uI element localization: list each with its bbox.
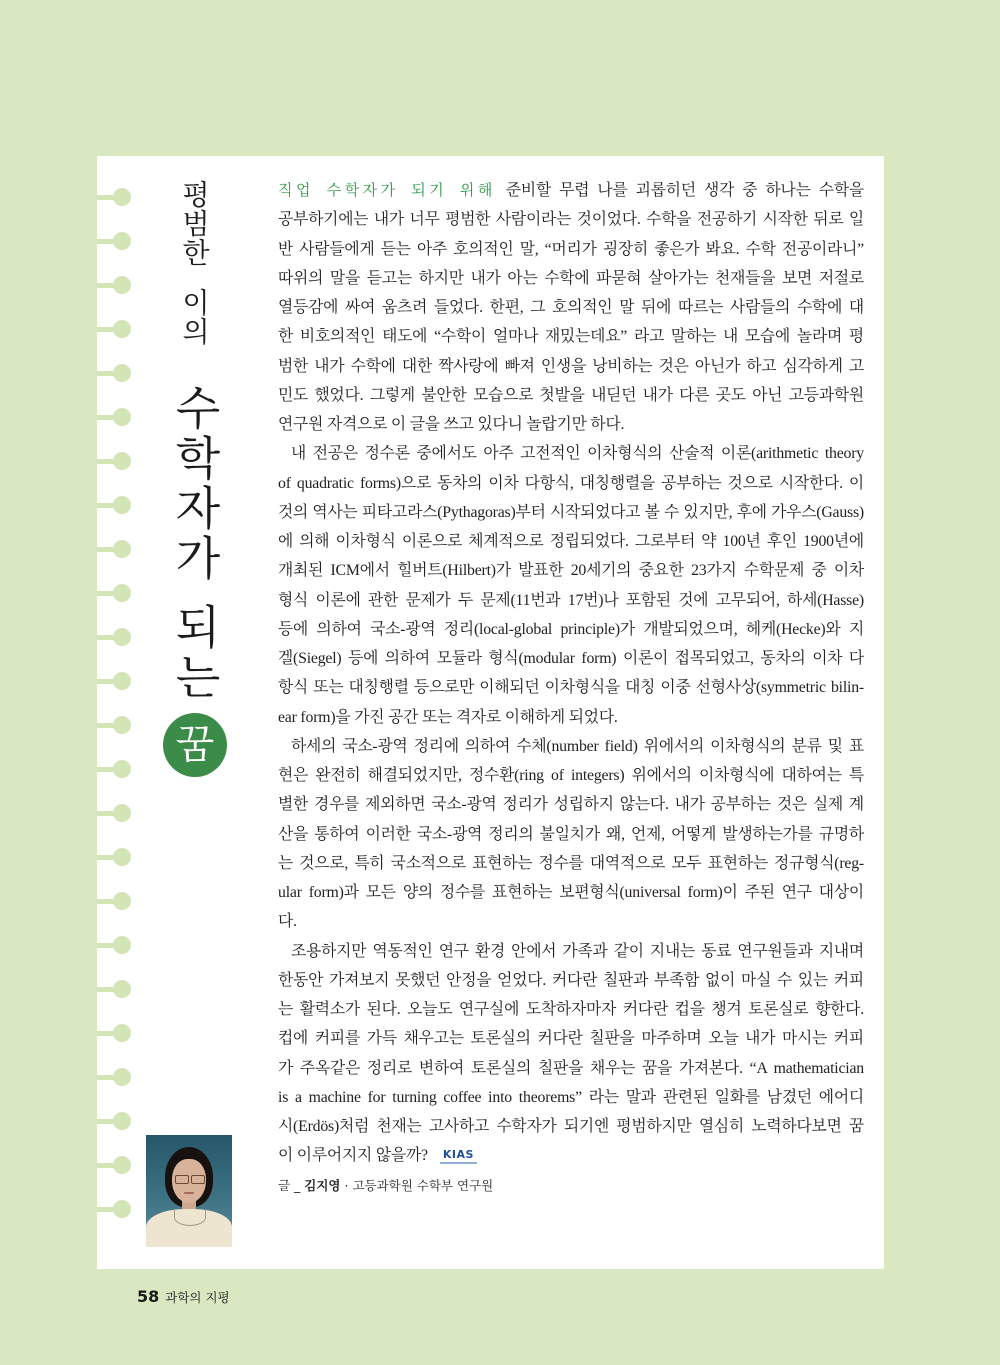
text-line: 시(Erdös)처럼 천재는 고사하고 수학자가 되기엔 평범하지만 열심히 노력하다보면 꿈 — [278, 1118, 864, 1135]
title-emblem-dream — [163, 713, 227, 777]
paragraph — [278, 439, 864, 732]
binding-ring — [97, 804, 131, 822]
page-footer — [137, 1287, 230, 1306]
portrait-mouth — [184, 1192, 194, 1194]
text-line: 범한 내가 수학에 대한 짝사랑에 빠져 인생을 낭비하는 것은 아닌가 하고 심각하게 고 — [278, 357, 864, 375]
binding-ring — [97, 628, 131, 646]
text-line: 내 전공은 정수론 중에서도 아주 고전적인 이차형식의 산술적 이론(arithmetic theory — [291, 445, 864, 463]
article-body — [278, 176, 864, 1200]
binding-ring — [97, 980, 131, 998]
binding-ring — [97, 716, 131, 734]
binding-ring — [97, 1024, 131, 1042]
binding-ring — [97, 232, 131, 250]
paragraph — [278, 937, 864, 1171]
binding-ring — [97, 452, 131, 470]
binding-ring — [97, 1156, 131, 1174]
text-line — [278, 1141, 864, 1170]
binding-ring — [97, 496, 131, 514]
text-line: 등에 의하여 국소-광역 정리(local-global principle)가 개발되었으며, 헤케(Hecke)와 지 — [278, 620, 864, 638]
portrait-collar — [174, 1209, 206, 1226]
text-line: 에 의해 이차형식 이론으로 체계적으로 정립되었다. 그로부터 약 100년 후인 1900년에 — [278, 533, 864, 550]
byline-prefix: 글 _ — [278, 1177, 305, 1193]
binding-ring — [97, 760, 131, 778]
text-line: 공부하기에는 내가 너무 평범한 사람이라는 것이었다. 수학을 전공하기 시작한 뒤로 일 — [278, 211, 864, 229]
portrait-glasses-left — [175, 1175, 189, 1184]
text-line: 한동안 가져보지 못했던 안정을 얻었다. 커다란 칠판과 부족함 없이 마실 수 있는 커피 — [278, 971, 864, 989]
byline-separator: · — [340, 1177, 353, 1193]
text-line: ear form)을 가진 공간 또는 격자로 이해하게 되었다. — [278, 708, 618, 726]
text-line: 연구원 자격으로 이 글을 쓰고 있다니 놀랍기만 하다. — [278, 416, 625, 433]
binding-ring — [97, 672, 131, 690]
portrait-glasses-right — [191, 1175, 205, 1184]
binding-ring — [97, 364, 131, 382]
binding-ring — [97, 276, 131, 294]
text-line: 열등감에 싸여 움츠려 들었다. 한편, 그 호의적인 말 뒤에 따르는 사람들의 수학에 대 — [278, 299, 864, 316]
binding-ring — [97, 1200, 131, 1218]
byline-author: 김지영 — [304, 1177, 341, 1193]
text-line: is a machine for turning coffee into theorems” 라는 말과 관련된 일화를 남겼던 에어디 — [278, 1088, 864, 1106]
text-line: 것의 역사는 피타고라스(Pythagoras)부터 시작되었다고 볼 수 있지만, 후에 가우스(Gauss) — [278, 503, 864, 521]
text-line: 현은 완전히 해결되었지만, 정수환(ring of integers) 위에서의 이차형식에 대하여는 특 — [278, 767, 864, 784]
lead-heading: 직업 수학자가 되기 위해 — [278, 181, 496, 199]
closing-line-text: 이 이루어지지 않을까? — [278, 1147, 428, 1165]
binding-ring — [97, 848, 131, 866]
text-line: 형식 이론에 관한 문제가 두 문제(11번과 17번)나 포함된 것에 고무되어, 하세(Hasse) — [278, 591, 864, 609]
byline-affiliation: 고등과학원 수학부 연구원 — [352, 1177, 494, 1193]
binding-ring — [97, 1112, 131, 1130]
title-word-person: 이의 — [178, 288, 211, 346]
binding-ring — [97, 540, 131, 558]
text-line: 다. — [278, 913, 297, 931]
text-line: 컵에 커피를 가득 채우고는 토론실의 커다란 칠판을 마주하며 오늘 내가 마시는 커피 — [278, 1030, 864, 1048]
binding-ring — [97, 1068, 131, 1086]
paragraph — [278, 732, 864, 937]
text-line — [278, 176, 864, 205]
binding-ring — [97, 408, 131, 426]
text-line: of quadratic forms)으로 동차의 이차 다항식, 대칭행렬을 공부하는 것으로 시작한다. 이 — [278, 474, 864, 492]
text-line: 반 사람들에게 듣는 아주 호의적인 말, “머리가 굉장히 좋은가 봐요. 수학 전공이라니” — [278, 240, 864, 258]
text-line: 개최된 ICM에서 힐버트(Hilbert)가 발표한 20세기의 중요한 23가지 수학문제 중 이차 — [278, 562, 864, 580]
binding-ring — [97, 584, 131, 602]
title-word-becoming: 되는 — [168, 603, 222, 703]
text-line: 가 주옥같은 정리로 변하여 토론실의 칠판을 채우는 꿈을 가져본다. “A mathematician — [278, 1059, 864, 1077]
title-word-mathematician: 수학자가 — [168, 384, 222, 584]
kias-logo-icon: KIAS — [440, 1148, 477, 1164]
text-line: 민도 했었다. 그렇게 불안한 모습으로 첫발을 내딛던 내가 다른 곳도 아닌 고등과학원 — [278, 386, 864, 404]
binding-ring — [97, 188, 131, 206]
author-photo — [146, 1135, 232, 1247]
lead-line-text: 준비할 무렵 나를 괴롭히던 생각 중 하나는 수학을 — [505, 182, 864, 199]
text-line: 항식 또는 대칭행렬 등으로만 이해되던 이차형식을 대칭 이중 선형사상(symmetric bilin- — [278, 679, 864, 697]
text-line: 산을 통하여 이러한 국소-광역 정리의 불일치가 왜, 언제, 어떻게 발생하는가를 규명하 — [278, 825, 864, 843]
text-line: 별한 경우를 제외하면 국소-광역 정리가 성립하지 않는다. 내가 공부하는 것은 실제 계 — [278, 796, 864, 814]
paragraph — [278, 176, 864, 439]
text-line: ular form)과 모든 양의 정수를 표현하는 보편형식(universal form)이 주된 연구 대상이 — [278, 884, 864, 901]
byline — [278, 1171, 864, 1200]
title-word-ordinary: 평범한 — [178, 180, 211, 267]
text-line: 조용하지만 역동적인 연구 환경 안에서 가족과 같이 지내는 동료 연구원들과 지내며 — [291, 942, 864, 960]
text-line: 따위의 말을 듣고는 하지만 내가 아는 수학에 파묻혀 살아가는 천재들을 보면 저절로 — [278, 269, 864, 287]
text-line: 한 비호의적인 태도에 “수학이 얼마나 재밌는데요” 라고 말하는 내 모습에 놀라며 평 — [278, 328, 864, 346]
page-number: 58 — [137, 1287, 160, 1306]
text-line: 는 것으로, 특히 국소적으로 표현하는 정수를 대역적으로 모두 표현하는 정규형식(reg- — [278, 854, 864, 872]
binding-ring — [97, 892, 131, 910]
text-line: 는 활력소가 된다. 오늘도 연구실에 도착하자마자 커다란 컵을 챙겨 토론실로 향한다. — [278, 1001, 864, 1018]
text-line: 겔(Siegel) 등에 의하여 모듈라 형식(modular form) 이론이 접목되었고, 동차의 이차 다 — [278, 650, 864, 667]
binding-ring — [97, 320, 131, 338]
text-line: 하세의 국소-광역 정리에 의하여 수체(number field) 위에서의 이차형식의 분류 및 표 — [291, 737, 864, 755]
binding-ring — [97, 936, 131, 954]
title-emblem-text: 꿈 — [175, 722, 215, 768]
publication-name: 과학의 지평 — [165, 1290, 230, 1305]
